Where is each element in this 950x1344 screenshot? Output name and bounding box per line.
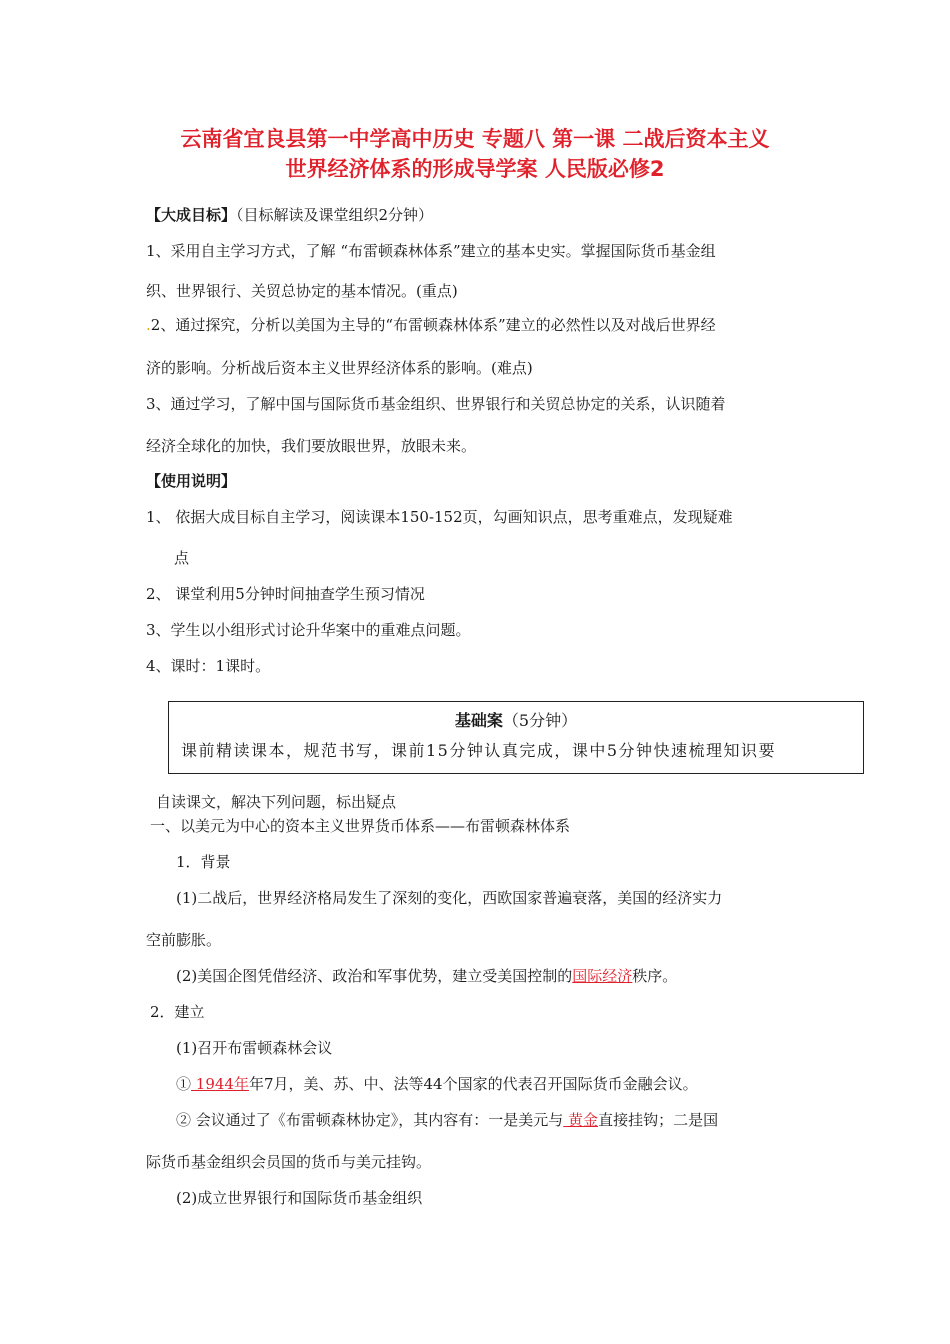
goal-3-line-a: 3、通过学习，了解中国与国际货币基金组织、世界银行和关贸总协定的关系，认识随着 bbox=[146, 395, 726, 413]
basic-plan-box bbox=[168, 701, 864, 774]
establishment-item-2-line-b: 际货币基金组织会员国的货币与美元挂钩。 bbox=[146, 1153, 432, 1171]
basic-plan-instructions: 课前精读课本，规范书写，课前15分钟认真完成，课中5分钟快速梳理知识要 bbox=[181, 741, 777, 760]
goal-2-line-a bbox=[146, 315, 716, 335]
doc-title-line2: 世界经济体系的形成导学案 人民版必修2 bbox=[285, 157, 665, 181]
usage-1-line-b: 点 bbox=[174, 549, 190, 567]
basic-plan-heading: 基础案 bbox=[454, 711, 503, 730]
goal-1-line-a: 1、采用自主学习方式，了解 “布雷顿森林体系”建立的基本史实。掌握国际货币基金组 bbox=[146, 242, 716, 260]
highlight-1944: 1944年 bbox=[191, 1075, 249, 1093]
usage-1-line-a: 1、 依据大成目标自主学习，阅读课本150-152页，勾画知识点，思考重难点，发现疑难 bbox=[146, 508, 733, 526]
goals-note: （目标解读及课堂组织2分钟） bbox=[236, 206, 434, 224]
doc-title-line1: 云南省宜良县第一中学高中历史 专题八 第一课 二战后资本主义 bbox=[180, 127, 770, 151]
highlight-gold: 黄金 bbox=[563, 1111, 599, 1129]
goal-2-text: 2、通过探究，分析以美国为主导的“布雷顿森林体系”建立的必然性以及对战后世界经 bbox=[150, 316, 716, 334]
para-2-end: 秩序。 bbox=[632, 967, 678, 985]
item-2-end: 直接挂钩；二是国 bbox=[598, 1111, 719, 1129]
goals-heading-row bbox=[146, 205, 433, 225]
item-2-text: ② 会议通过了《布雷顿森林协定》，其内容有：一是美元与 bbox=[176, 1111, 564, 1129]
goal-1-line-b: 织、世界银行、关贸总协定的基本情况。(重点) bbox=[146, 282, 458, 300]
goal-2-line-b: 济的影响。分析战后资本主义世界经济体系的影响。(难点) bbox=[146, 359, 533, 377]
subsection-background: 1．背景 bbox=[176, 853, 231, 871]
item-1-text: 年7月，美、苏、中、法等44个国家的代表召开国际货币金融会议。 bbox=[248, 1075, 698, 1093]
intro-text: 自读课文，解决下列问题，标出疑点 bbox=[156, 793, 397, 811]
highlight-international-economy: 国际经济 bbox=[572, 967, 633, 985]
usage-heading: 【使用说明】 bbox=[146, 472, 237, 490]
goals-heading: 【大成目标】 bbox=[146, 206, 237, 224]
establishment-para-2: (2)成立世界银行和国际货币基金组织 bbox=[176, 1189, 423, 1207]
usage-4: 4、课时：1课时。 bbox=[146, 657, 271, 675]
background-para-2 bbox=[176, 966, 677, 986]
background-para-1-line-a: (1)二战后，世界经济格局发生了深刻的变化，西欧国家普遍衰落，美国的经济实力 bbox=[176, 889, 723, 907]
basic-plan-time: （5分钟） bbox=[502, 711, 578, 730]
section-1-heading: 一、以美元为中心的资本主义世界货币体系——布雷顿森林体系 bbox=[150, 817, 571, 835]
para-2-text: (2)美国企图凭借经济、政治和军事优势，建立受美国控制的 bbox=[176, 967, 573, 985]
subsection-establishment: 2．建立 bbox=[150, 1003, 205, 1021]
item-1-marker: ① bbox=[176, 1075, 192, 1093]
establishment-item-1 bbox=[176, 1074, 698, 1094]
basic-plan-heading-row bbox=[169, 708, 863, 731]
establishment-item-2-line-a bbox=[176, 1110, 718, 1130]
edit-mark: . bbox=[146, 316, 151, 334]
background-para-1-line-b: 空前膨胀。 bbox=[146, 931, 222, 949]
establishment-para-1: (1)召开布雷顿森林会议 bbox=[176, 1039, 333, 1057]
goal-3-line-b: 经济全球化的加快，我们要放眼世界，放眼未来。 bbox=[146, 437, 477, 455]
usage-3: 3、学生以小组形式讨论升华案中的重难点问题。 bbox=[146, 621, 471, 639]
usage-2: 2、 课堂利用5分钟时间抽查学生预习情况 bbox=[146, 585, 425, 603]
